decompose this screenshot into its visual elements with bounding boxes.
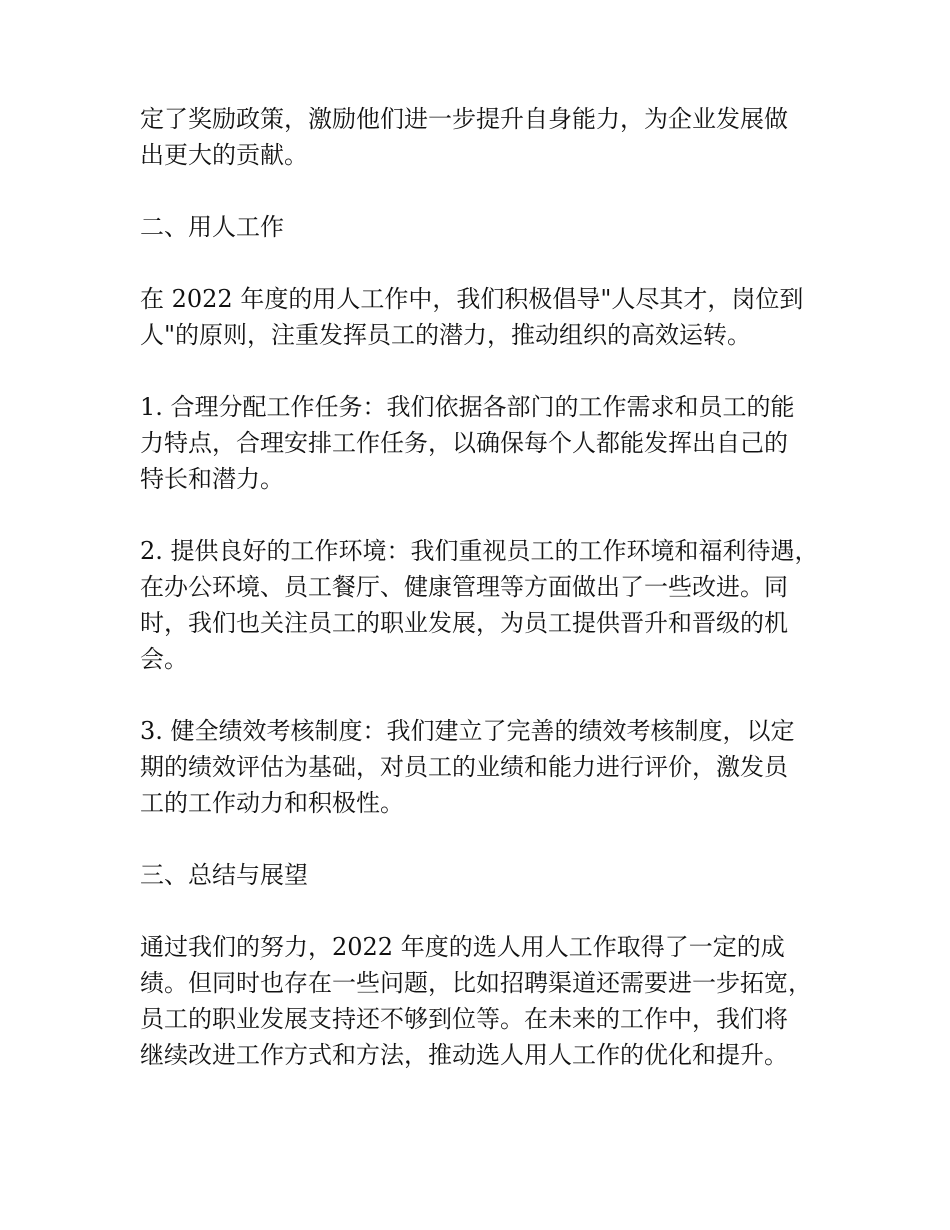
text-line: 绩。但同时也存在一些问题，比如招聘渠道还需要进一步拓宽， bbox=[140, 969, 812, 997]
heading-line: 三、总结与展望 bbox=[140, 861, 308, 889]
list-item-performance-review bbox=[140, 713, 840, 821]
section-heading-summary bbox=[140, 857, 840, 893]
paragraph-summary bbox=[140, 929, 840, 1073]
heading-line: 二、用人工作 bbox=[140, 213, 284, 241]
text-line: 继续改进工作方式和方法，推动选人用人工作的优化和提升。 bbox=[140, 1041, 788, 1069]
paragraph-employment-intro bbox=[140, 281, 840, 353]
text-line: 人"的原则，注重发挥员工的潜力，推动组织的高效运转。 bbox=[140, 321, 752, 349]
list-item-task-allocation bbox=[140, 389, 840, 497]
text-line: 通过我们的努力，2022 年度的选人用人工作取得了一定的成 bbox=[140, 933, 785, 961]
paragraph-reward-policy bbox=[140, 101, 840, 173]
text-line: 1. 合理分配工作任务：我们依据各部门的工作需求和员工的能 bbox=[140, 393, 795, 421]
text-line: 定了奖励政策，激励他们进一步提升自身能力，为企业发展做 bbox=[140, 105, 788, 133]
text-line: 特长和潜力。 bbox=[140, 465, 284, 493]
text-line: 出更大的贡献。 bbox=[140, 141, 308, 169]
text-line: 时，我们也关注员工的职业发展，为员工提供晋升和晋级的机 bbox=[140, 609, 788, 637]
section-heading-employment bbox=[140, 209, 840, 245]
list-item-work-environment bbox=[140, 533, 840, 677]
text-line: 工的工作动力和积极性。 bbox=[140, 789, 404, 817]
text-line: 员工的职业发展支持还不够到位等。在未来的工作中，我们将 bbox=[140, 1005, 788, 1033]
text-line: 在办公环境、员工餐厅、健康管理等方面做出了一些改进。同 bbox=[140, 573, 788, 601]
text-line: 3. 健全绩效考核制度：我们建立了完善的绩效考核制度，以定 bbox=[140, 717, 795, 745]
document-body bbox=[140, 101, 840, 1109]
text-line: 在 2022 年度的用人工作中，我们积极倡导"人尽其才，岗位到 bbox=[140, 285, 804, 313]
text-line: 期的绩效评估为基础，对员工的业绩和能力进行评价，激发员 bbox=[140, 753, 788, 781]
text-line: 2. 提供良好的工作环境：我们重视员工的工作环境和福利待遇， bbox=[140, 537, 819, 565]
text-line: 力特点，合理安排工作任务，以确保每个人都能发挥出自己的 bbox=[140, 429, 788, 457]
text-line: 会。 bbox=[140, 645, 188, 673]
